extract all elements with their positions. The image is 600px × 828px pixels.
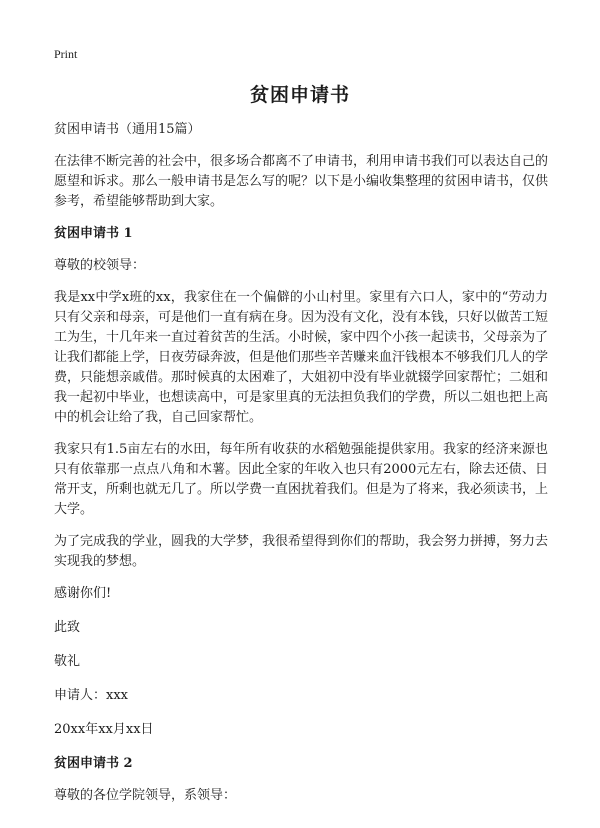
section-1-paragraph: 为了完成我的学业，圆我的大学梦，我很希望得到你们的帮助，我会努力拼搏，努力去实现我的梦想。	[54, 534, 549, 569]
document-title: 贫困申请书	[249, 84, 350, 106]
section-1-paragraph: 我家只有1.5亩左右的水田，每年所有收获的水稻勉强能提供家用。我家的经济来源也只有依靠那一点点八角和木薯。因此全家的年收入也只有2000元左右，除去还债、日常开支，所剩也就无几了。所以学费一直困扰着我们。但是为了将来，我必须读书，上大学。	[54, 442, 549, 517]
date-line: 20xx年xx月xx日	[54, 722, 154, 737]
section-1-heading: 贫困申请书 1	[54, 226, 133, 241]
intro-paragraph: 在法律不断完善的社会中，很多场合都离不了申请书，利用申请书我们可以表达自己的愿望和诉求。那么一般申请书是怎么写的呢？以下是小编收集整理的贫困申请书，仅供参考，希望能够帮助到大家。	[54, 154, 549, 209]
section-2-salutation: 尊敬的各位学院领导，系领导：	[54, 788, 237, 803]
section-1-salutation: 尊敬的校领导：	[54, 258, 146, 273]
print-label: Print	[54, 47, 78, 61]
applicant-line: 申请人：xxx	[54, 688, 128, 703]
thanks-line: 感谢你们!	[54, 586, 112, 601]
document-subtitle: 贫困申请书（通用15篇）	[54, 122, 201, 137]
section-1-paragraph: 我是xx中学x班的xx，我家住在一个偏僻的小山村里。家里有六口人，家中的“劳动力只有父亲和母亲，可是他们一直有病在身。因为没有文化，没有本钱，只好以做苦工短工为生，十几年来一直过着贫苦的生活。小时候，家中四个小孩一起读书，父母亲为了让我们都能上学，日夜劳碌奔波，但是他们那些辛苦赚来血汗钱根本不够我们几人的学费，只能想亲戚借。那时候真的太困难了，大姐初中没有毕业就辍学回家帮忙；二姐和我一起初中毕业，也想读高中，可是家里真的无法担负我们的学费，所以二姐也把上高中的机会让给了我，自己回家帮忙。	[54, 290, 549, 425]
section-2-heading: 贫困申请书 2	[54, 756, 133, 771]
document-body	[54, 120, 548, 818]
closing-line: 敬礼	[54, 654, 81, 669]
closing-line: 此致	[54, 620, 81, 635]
